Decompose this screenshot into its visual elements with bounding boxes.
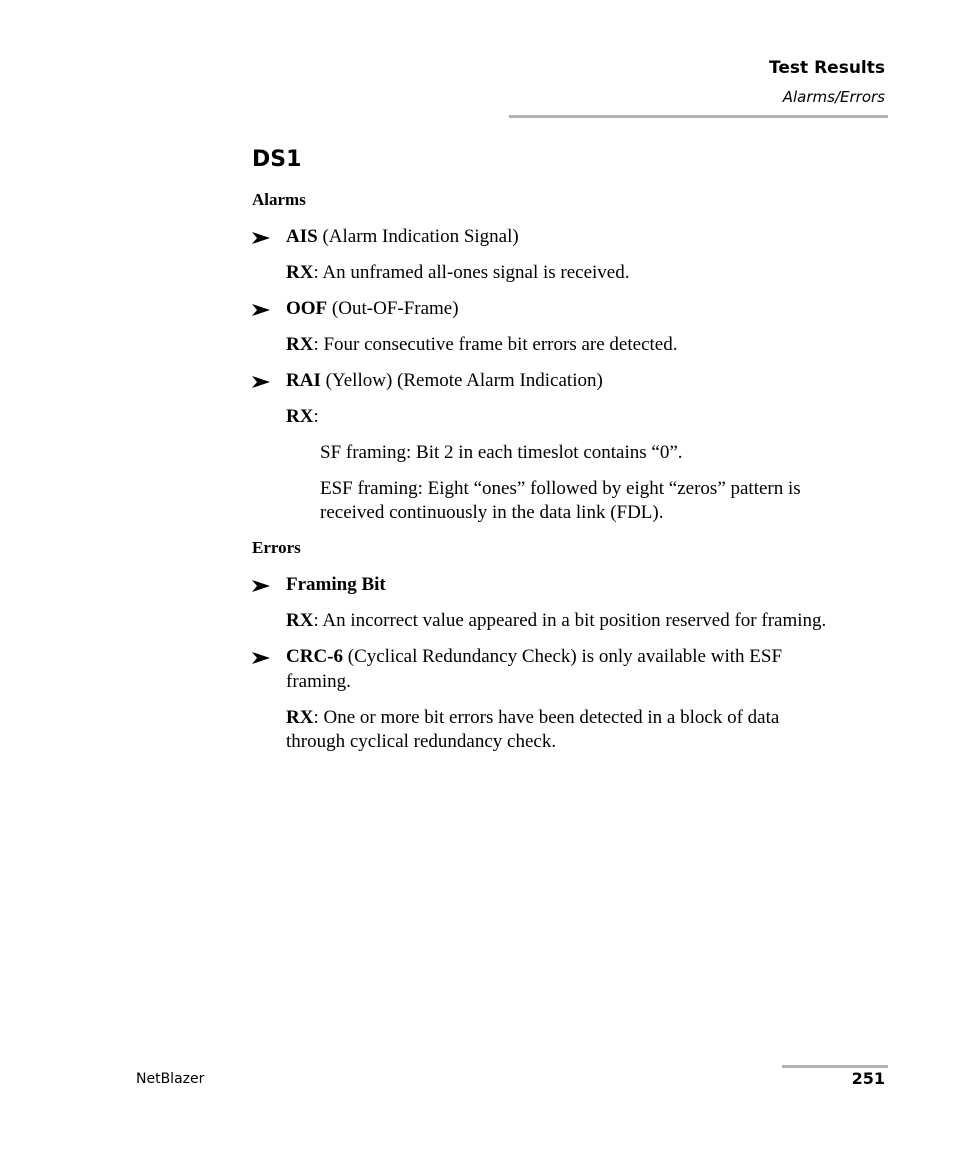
alarm-desc: (Out-OF-Frame) [327,298,459,319]
alarm-name: OOF [286,298,328,319]
alarm-desc: (Alarm Indication Signal) [317,226,519,247]
rx-text: : [313,406,319,427]
alarm-rai [286,369,603,393]
alarm-rai-rx [286,405,319,429]
rx-label: RX [286,707,314,728]
bullet-arrow-icon [251,651,271,665]
error-framing-bit-rx [286,609,826,633]
bullet-arrow-icon [251,579,271,593]
footer-product-name: NetBlazer [136,1071,205,1087]
bullet-arrow-icon [251,375,271,389]
alarms-heading: Alarms [252,190,306,209]
section-title: DS1 [252,147,302,172]
error-crc6-rx-line2: through cyclical redundancy check. [286,731,557,752]
rx-text: : An unframed all-ones signal is received. [313,262,630,283]
rx-text: : One or more bit errors have been detected in a block of data [313,707,780,728]
header-rule [509,115,888,118]
alarm-ais [286,225,519,249]
rx-label: RX [286,610,314,631]
error-crc6-rx [286,706,779,730]
error-name: CRC-6 [286,646,343,667]
rx-label: RX [286,262,314,283]
rx-label: RX [286,334,314,355]
error-name: Framing Bit [286,574,386,595]
error-crc6 [286,645,782,669]
rai-esf-framing-line2: received continuously in the data link (FDL). [320,502,664,523]
error-crc6-desc-line2: framing. [286,671,351,692]
rx-text: : Four consecutive frame bit errors are detected. [313,334,678,355]
alarm-oof-rx [286,333,677,357]
error-desc: (Cyclical Redundancy Check) is only available with ESF [343,646,783,667]
running-header-subtitle: Alarms/Errors [782,88,885,106]
bullet-arrow-icon [251,231,271,245]
rai-sf-framing: SF framing: Bit 2 in each timeslot contains “0”. [320,442,683,463]
bullet-arrow-icon [251,303,271,317]
rx-text: : An incorrect value appeared in a bit position reserved for framing. [313,610,827,631]
alarm-name: RAI [286,370,321,391]
alarm-desc: (Yellow) (Remote Alarm Indication) [320,370,603,391]
running-header-title: Test Results [769,58,885,78]
footer-rule [782,1065,888,1068]
rai-esf-framing-line1: ESF framing: Eight “ones” followed by eight “zeros” pattern is [320,478,801,499]
alarm-name: AIS [286,226,318,247]
page-number: 251 [851,1069,885,1088]
errors-heading: Errors [252,538,301,557]
error-framing-bit [286,573,386,597]
alarm-ais-rx [286,261,630,285]
rx-label: RX [286,406,314,427]
alarm-oof [286,297,459,321]
